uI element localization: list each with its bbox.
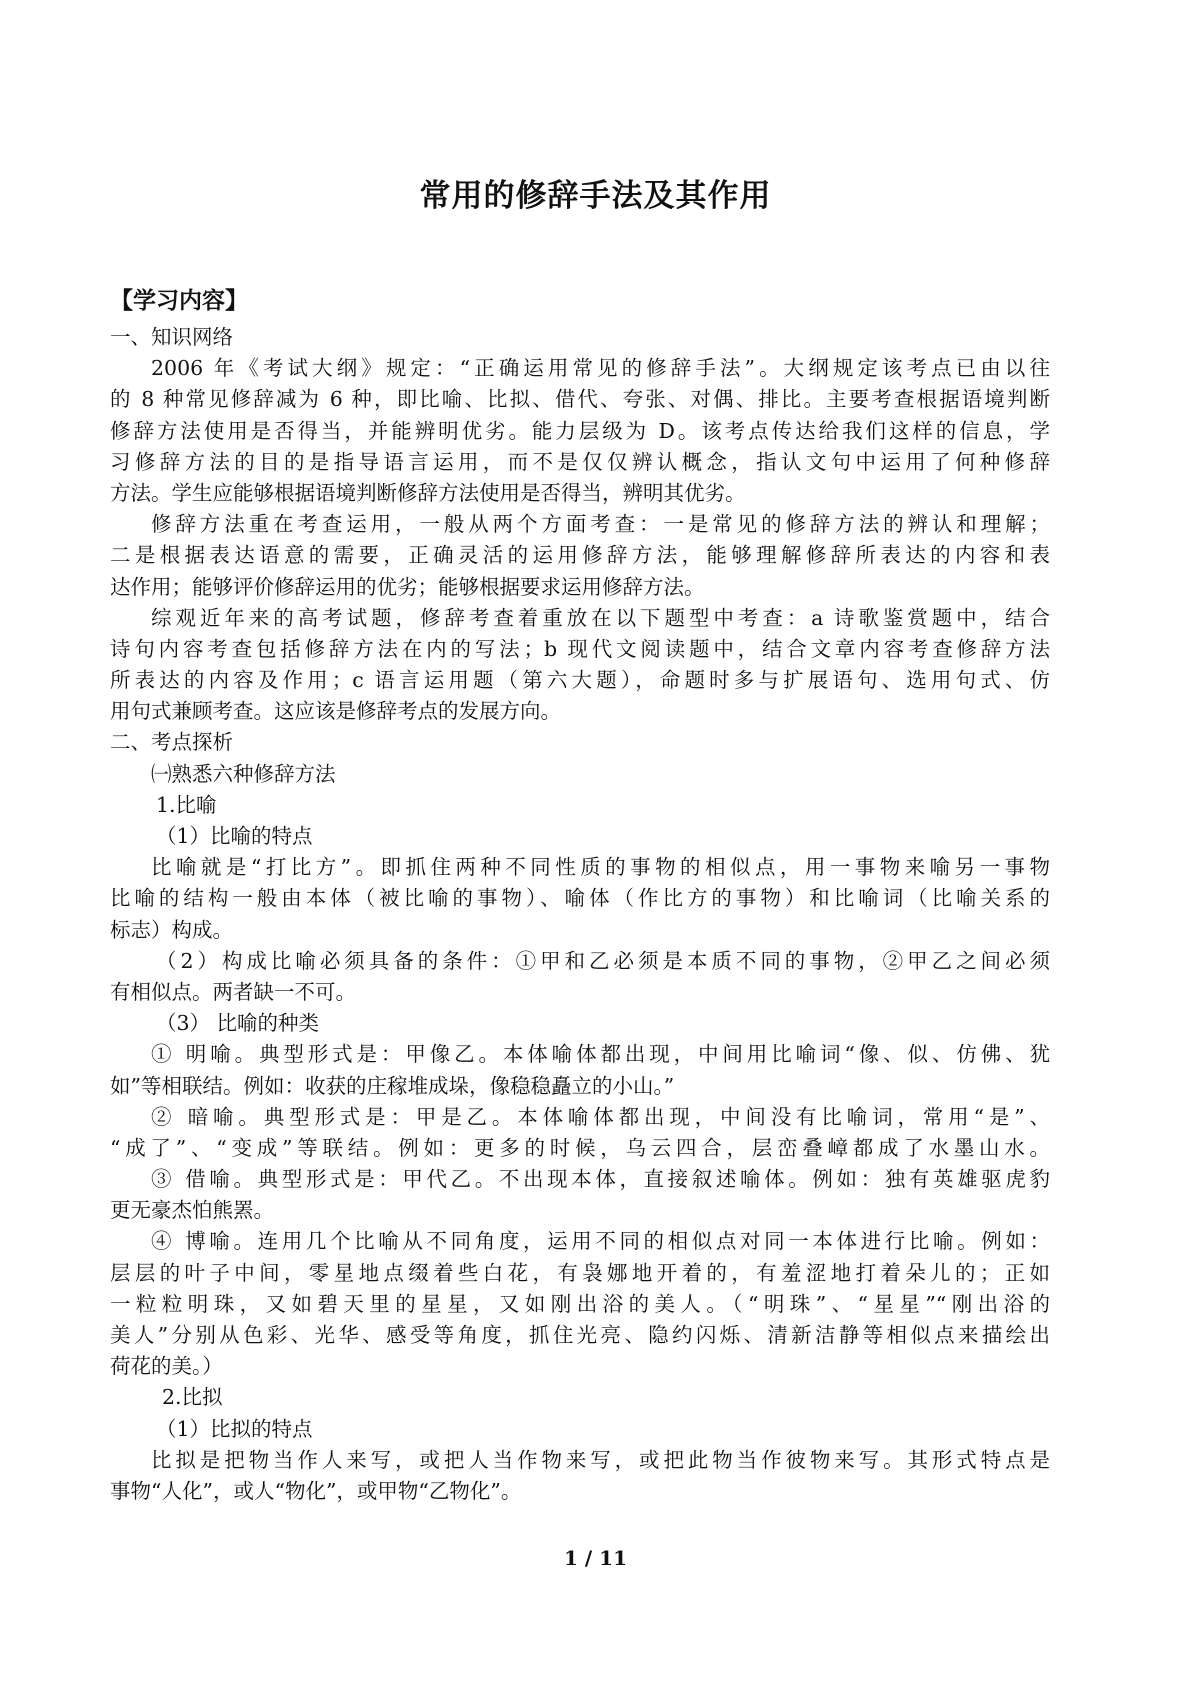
text-line: 方法。学生应能够根据语境判断修辞方法使用是否得当，辨明其优劣。 <box>110 480 746 505</box>
text-line: ④ 博喻。连用几个比喻从不同角度，运用不同的相似点对同一本体进行比喻。例如： <box>151 1229 1050 1254</box>
text-line: 一、知识网络 <box>110 325 233 349</box>
text-line: 比拟是把物当作人来写，或把人当作物来写，或把此物当作彼物来写。其形式特点是 <box>151 1447 1050 1472</box>
text-line: 修辞方法重在考查运用，一般从两个方面考查：一是常见的修辞方法的辨认和理解； <box>151 512 1050 537</box>
document-body <box>110 322 1050 1507</box>
text-line: 习修辞方法的目的是指导语言运用，而不是仅仅辨认概念，指认文句中运用了何种修辞 <box>110 449 1050 474</box>
text-line: （1）比喻的特点 <box>156 824 313 848</box>
text-line: 2006 年《考试大纲》规定：“正确运用常见的修辞手法”。大纲规定该考点已由以往 <box>151 356 1050 381</box>
text-line: 更无豪杰怕熊罴。 <box>110 1198 274 1223</box>
text-line: 事物“人化”，或人“物化”，或甲物“乙物化”。 <box>110 1478 522 1503</box>
text-line: 二是根据表达语意的需要，正确灵活的运用修辞方法，能够理解修辞所表达的内容和表 <box>110 543 1050 568</box>
text-line: 层层的叶子中间，零星地点缀着些白花，有袅娜地开着的，有羞涩地打着朵儿的；正如 <box>110 1260 1050 1285</box>
text-line: 比喻的结构一般由本体（被比喻的事物）、喻体（作比方的事物）和比喻词（比喻关系的 <box>110 886 1050 911</box>
text-line: 荷花的美。） <box>110 1354 223 1379</box>
text-line: 美人”分别从色彩、光华、感受等角度，抓住光亮、隐约闪烁、清新洁静等相似点来描绘出 <box>110 1323 1050 1347</box>
text-line: 比喻就是“打比方”。即抓住两种不同性质的事物的相似点，用一事物来喻另一事物 <box>151 855 1050 880</box>
text-line: 用句式兼顾考查。这应该是修辞考点的发展方向。 <box>110 699 561 724</box>
text-line: 2.比拟 <box>162 1385 223 1410</box>
text-line: ① 明喻。典型形式是：甲像乙。本体喻体都出现，中间用比喻词“像、似、仿佛、犹 <box>151 1042 1050 1067</box>
text-line: 达作用；能够评价修辞运用的优劣；能够根据要求运用修辞方法。 <box>110 574 705 599</box>
text-line: 综观近年来的高考试题，修辞考查着重放在以下题型中考查：a 诗歌鉴赏题中，结合 <box>151 605 1050 630</box>
document-title: 常用的修辞手法及其作用 <box>419 178 772 214</box>
section-heading: 【学习内容】 <box>110 287 248 314</box>
text-line: “成了”、“变成”等联结。例如：更多的时候，乌云四合，层峦叠嶂都成了水墨山水。 <box>110 1135 1050 1160</box>
text-line: 的 8 种常见修辞减为 6 种，即比喻、比拟、借代、夸张、对偶、排比。主要考查根据语境判断 <box>110 387 1050 412</box>
text-line: （3） 比喻的种类 <box>156 1011 320 1036</box>
text-line: ② 暗喻。典型形式是：甲是乙。本体喻体都出现，中间没有比喻词，常用“是”、 <box>151 1104 1050 1129</box>
text-line: 诗句内容考查包括修辞方法在内的写法；b 现代文阅读题中，结合文章内容考查修辞方法 <box>110 636 1050 661</box>
text-line: ③ 借喻。典型形式是：甲代乙。不出现本体，直接叙述喻体。例如：独有英雄驱虎豹 <box>151 1167 1050 1192</box>
page-number: 1 / 11 <box>564 1546 627 1570</box>
text-line: 一粒粒明珠，又如碧天里的星星，又如刚出浴的美人。（“明珠”、“星星”“刚出浴的 <box>110 1291 1050 1316</box>
text-line: 修辞方法使用是否得当，并能辨明优劣。能力层级为 D。该考点传达给我们这样的信息，学 <box>110 418 1050 443</box>
text-line: 二、考点探析 <box>110 730 233 755</box>
text-line: 1.比喻 <box>156 792 217 817</box>
text-line: 标志）构成。 <box>110 917 233 942</box>
text-line: （2）构成比喻必须具备的条件：①甲和乙必须是本质不同的事物，②甲乙之间必须 <box>156 948 1050 973</box>
text-line: 有相似点。两者缺一不可。 <box>110 979 356 1004</box>
text-line: ㈠熟悉六种修辞方法 <box>151 761 336 786</box>
text-line: 如”等相联结。例如：收获的庄稼堆成垛，像稳稳矗立的小山。” <box>110 1073 675 1098</box>
text-line: 所表达的内容及作用；c 语言运用题（第六大题），命题时多与扩展语句、选用句式、仿 <box>110 668 1050 693</box>
text-line: （1）比拟的特点 <box>156 1416 313 1441</box>
